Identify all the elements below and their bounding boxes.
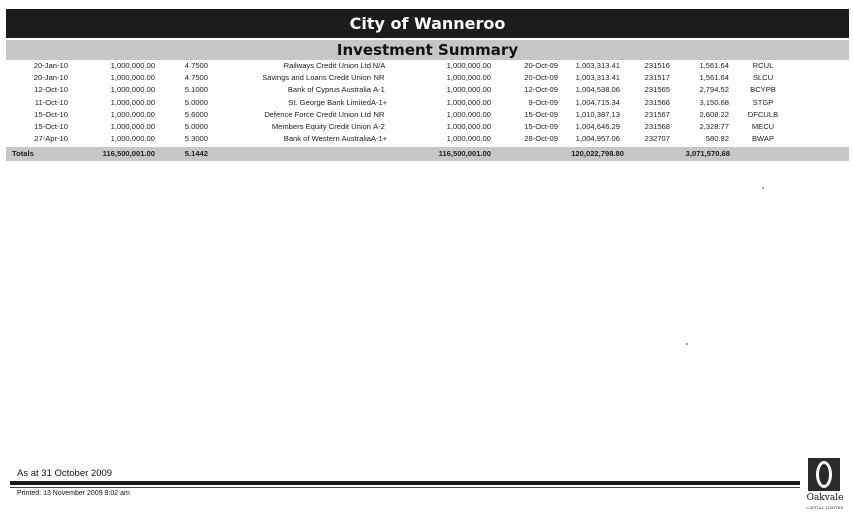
- reference-number: 231517: [644, 73, 670, 83]
- total-amount: 116,500,001.00: [102, 149, 155, 158]
- face-value: 1,000,000.00: [446, 85, 491, 95]
- table-row: [6, 84, 849, 96]
- accrued-interest: 580.82: [705, 134, 729, 144]
- reference-number: 232707: [644, 134, 670, 144]
- table-row: [6, 109, 849, 121]
- reference-number: 231568: [644, 121, 670, 131]
- credit-rating: A-1+: [370, 97, 388, 107]
- accrued-interest: 2,794.52: [699, 85, 729, 95]
- interest-rate: 4.7500: [184, 61, 208, 70]
- start-date: 28-Oct-09: [524, 134, 558, 144]
- current-value: 1,004,646.29: [575, 121, 620, 131]
- credit-rating: NR: [373, 109, 385, 119]
- oakvale-logo: [805, 458, 845, 514]
- accrued-interest: 3,150.68: [699, 97, 729, 107]
- scan-speck: [762, 187, 764, 189]
- institution-name: Bank of Western Australia: [283, 134, 371, 144]
- as-at-date: As at 31 October 2009: [17, 468, 113, 479]
- face-value: 1,000,000.00: [446, 97, 491, 107]
- face-value: 1,000,000.00: [446, 61, 491, 70]
- start-date: 15-Oct-09: [524, 109, 558, 119]
- start-date: 20-Oct-09: [524, 61, 558, 70]
- start-date: 12-Oct-09: [524, 85, 558, 95]
- institution-name: Members Equity Credit Union: [271, 121, 371, 131]
- institution-name: Railways Credit Union Ltd: [283, 61, 371, 70]
- current-value: 1,003,313.41: [575, 73, 620, 83]
- face-value: 1,000,000.00: [446, 134, 491, 144]
- maturity-date: 12-Oct-10: [34, 85, 68, 95]
- table-row: [6, 133, 849, 145]
- printed-timestamp: Printed: 13 November 2009 9:02 am: [17, 490, 130, 497]
- report-subtitle: Investment Summary: [6, 40, 849, 60]
- interest-rate: 5.0000: [184, 121, 208, 131]
- logo-mark-icon: [808, 458, 840, 491]
- principal-amount: 1,000,000.00: [110, 73, 155, 83]
- interest-rate: 5.6000: [184, 109, 208, 119]
- reference-number: 231565: [644, 85, 670, 95]
- institution-code: RCUL: [752, 61, 774, 70]
- scan-speck: [686, 343, 688, 345]
- logo-name: Oakvale: [806, 493, 844, 503]
- institution-name: St. George Bank Limited: [288, 97, 371, 107]
- weighted-rate: 5.1442: [184, 149, 208, 158]
- credit-rating: A-1+: [370, 134, 388, 144]
- face-value: 1,000,000.00: [446, 73, 491, 83]
- credit-rating: NR: [373, 73, 385, 83]
- accrued-interest: 1,561.64: [699, 61, 729, 70]
- total-face-value: 116,500,001.00: [438, 149, 491, 158]
- interest-rate: 5.0000: [184, 97, 208, 107]
- principal-amount: 1,000,000.00: [110, 121, 155, 131]
- start-date: 9-Oct-09: [528, 97, 558, 107]
- reference-number: 231567: [644, 109, 670, 119]
- institution-name: Bank of Cyprus Australia: [287, 85, 371, 95]
- current-value: 1,004,538.06: [575, 85, 620, 95]
- accrued-interest: 2,608.22: [699, 109, 729, 119]
- table-row: [6, 121, 849, 133]
- interest-rate: 5.1000: [184, 85, 208, 95]
- institution-code: MECU: [751, 121, 775, 131]
- table-row: [6, 60, 849, 72]
- principal-amount: 1,000,000.00: [110, 61, 155, 70]
- reference-number: 231516: [644, 61, 670, 70]
- maturity-date: 20-Jan-10: [33, 61, 68, 70]
- institution-name: Defence Force Credit Union Ltd: [264, 109, 371, 119]
- current-value: 1,004,715.34: [575, 97, 620, 107]
- face-value: 1,000,000.00: [446, 121, 491, 131]
- maturity-date: 15-Oct-10: [34, 109, 68, 119]
- report-title: City of Wanneroo: [6, 9, 849, 38]
- current-value: 1,003,313.41: [575, 61, 620, 70]
- interest-rate: 4.7500: [184, 73, 208, 83]
- institution-code: STGP: [752, 97, 774, 107]
- maturity-date: 11-Oct-10: [34, 97, 68, 107]
- accrued-interest: 1,561.64: [699, 73, 729, 83]
- current-value: 1,004,957.06: [575, 134, 620, 144]
- institution-name: Savings and Loans Credit Union: [262, 73, 371, 83]
- principal-amount: 1,000,000.00: [110, 85, 155, 95]
- totals-label: Totals: [12, 149, 34, 158]
- start-date: 15-Oct-09: [524, 121, 558, 131]
- total-interest: 3,071,570.68: [685, 149, 730, 158]
- principal-amount: 1,000,000.00: [110, 97, 155, 107]
- maturity-date: 15-Oct-10: [34, 121, 68, 131]
- credit-rating: A-1: [373, 85, 385, 95]
- reference-number: 231566: [644, 97, 670, 107]
- institution-code: BWAP: [751, 134, 775, 144]
- principal-amount: 1,000,000.00: [110, 109, 155, 119]
- institution-code: SLCU: [752, 73, 774, 83]
- credit-rating: A-2: [373, 121, 385, 131]
- table-row: [6, 72, 849, 84]
- logo-tagline: CAPITAL LIMITED: [806, 506, 844, 510]
- table-row: [6, 97, 849, 109]
- current-value: 1,010,387.13: [575, 109, 620, 119]
- credit-rating: N/A: [372, 61, 386, 70]
- accrued-interest: 2,328.77: [699, 121, 729, 131]
- maturity-date: 20-Jan-10: [33, 73, 68, 83]
- maturity-date: 27-Apr-10: [34, 134, 68, 144]
- interest-rate: 5.3000: [184, 134, 208, 144]
- face-value: 1,000,000.00: [446, 109, 491, 119]
- institution-code: BCYPB: [750, 85, 776, 95]
- footer-rule: [10, 481, 800, 485]
- totals-row: [6, 147, 849, 161]
- investment-table: [6, 60, 849, 145]
- start-date: 20-Oct-09: [524, 73, 558, 83]
- footer-rule-thin: [10, 487, 800, 488]
- institution-code: DFCULB: [747, 109, 779, 119]
- principal-amount: 1,000,000.00: [110, 134, 155, 144]
- total-current-value: 120,022,798.80: [571, 149, 624, 158]
